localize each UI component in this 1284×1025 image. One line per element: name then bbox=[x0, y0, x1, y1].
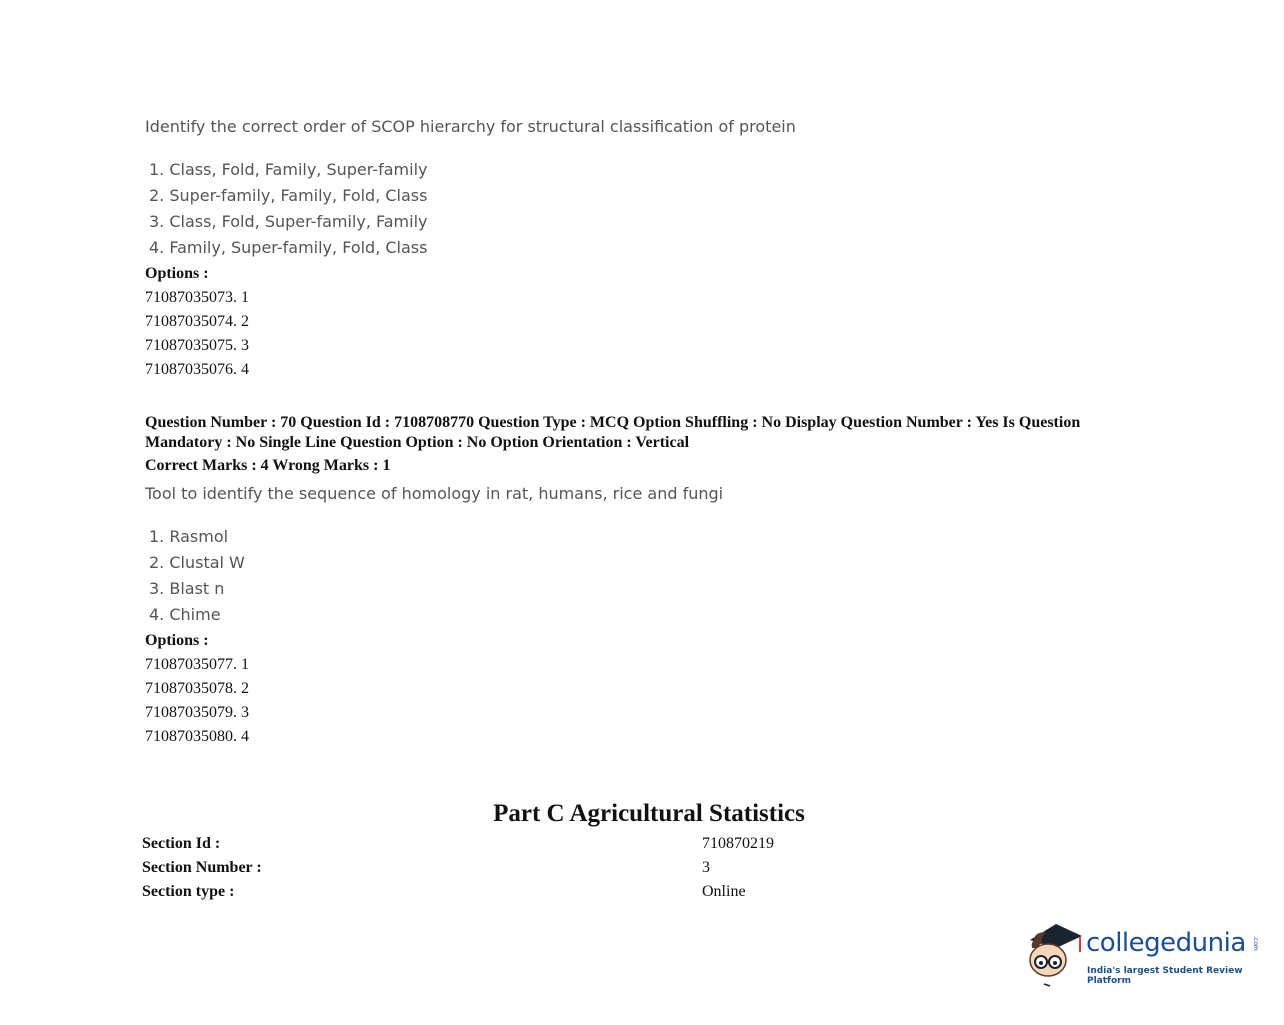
option-id: 71087035076. 4 bbox=[145, 361, 249, 378]
question-69-options bbox=[145, 286, 249, 382]
question-70-text: Tool to identify the sequence of homology in rat, humans, rice and fungi bbox=[145, 484, 724, 503]
option-id: 71087035074. 2 bbox=[145, 313, 249, 330]
section-number-label: Section Number : bbox=[142, 859, 262, 876]
options-label: Options : bbox=[145, 632, 209, 649]
section-id-row bbox=[142, 835, 842, 859]
section-number-row bbox=[142, 859, 842, 883]
choice-item: 1. Rasmol bbox=[149, 527, 229, 546]
choice-item: 2. Super-family, Family, Fold, Class bbox=[149, 186, 428, 205]
option-id: 71087035079. 3 bbox=[145, 704, 249, 721]
section-title: Part C Agricultural Statistics bbox=[493, 800, 805, 827]
section-id-value: 710870219 bbox=[702, 835, 774, 852]
option-id: 71087035073. 1 bbox=[145, 289, 249, 306]
question-70-options bbox=[145, 653, 249, 749]
choice-item: 3. Blast n bbox=[149, 579, 225, 598]
question-70-choices bbox=[149, 524, 245, 628]
logo-tagline: India's largest Student Review Platform bbox=[1087, 966, 1243, 986]
choice-item: 2. Clustal W bbox=[149, 553, 245, 572]
option-id: 71087035075. 3 bbox=[145, 337, 249, 354]
choice-item: 1. Class, Fold, Family, Super-family bbox=[149, 160, 428, 179]
section-number-value: 3 bbox=[702, 859, 710, 876]
option-id: 71087035078. 2 bbox=[145, 680, 249, 697]
question-70-meta: Question Number : 70 Question Id : 7108708770 Question Type : MCQ Option Shuffling : No Display Question Number : Yes Is Question Mandatory : No Single Line Question Option : No Option Orientation : Vertical bbox=[145, 414, 1081, 451]
choice-item: 4. Family, Super-family, Fold, Class bbox=[149, 238, 428, 257]
choice-item: 4. Chime bbox=[149, 605, 221, 624]
collegedunia-logo bbox=[1024, 918, 1264, 990]
question-70-marks: Correct Marks : 4 Wrong Marks : 1 bbox=[145, 457, 391, 474]
section-type-row bbox=[142, 883, 842, 907]
choice-item: 3. Class, Fold, Super-family, Family bbox=[149, 212, 428, 231]
question-69-choices bbox=[149, 157, 427, 261]
options-label: Options : bbox=[145, 265, 209, 282]
question-69-text: Identify the correct order of SCOP hierarchy for structural classification of protein bbox=[145, 117, 796, 136]
section-id-label: Section Id : bbox=[142, 835, 221, 852]
mascot-icon bbox=[1024, 918, 1086, 990]
logo-wordmark: collegedunia bbox=[1086, 928, 1246, 958]
option-id: 71087035080. 4 bbox=[145, 728, 249, 745]
section-type-value: Online bbox=[702, 883, 746, 900]
section-type-label: Section type : bbox=[142, 883, 235, 900]
logo-com: .com bbox=[1252, 936, 1259, 951]
option-id: 71087035077. 1 bbox=[145, 656, 249, 673]
